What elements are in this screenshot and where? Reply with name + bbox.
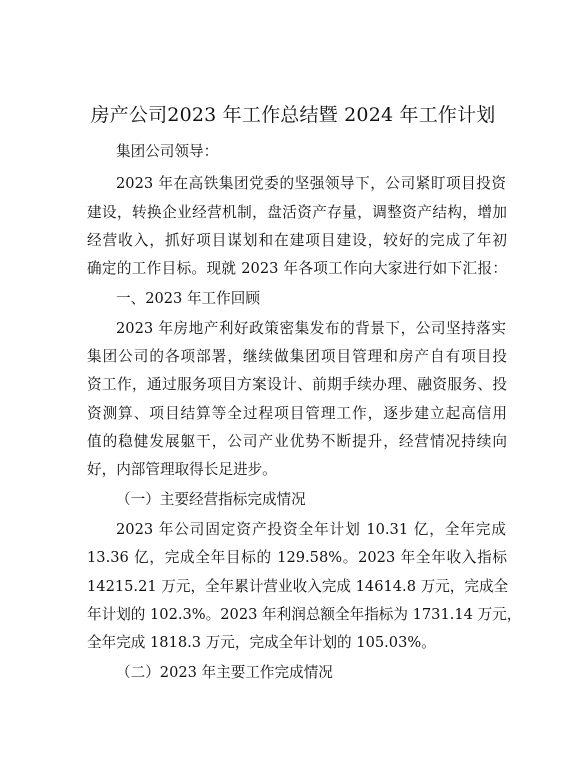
subsection-heading-indicators: （一）主要经营指标完成情况 [116,491,306,508]
intro-line-1: 2023 年在高铁集团党委的坚强领导下，公司紧盯项目投资 [116,175,506,192]
salutation: 集团公司领导： [116,143,219,160]
review-line-6: 好，内部管理取得长足进步。 [87,461,277,478]
intro-line-3: 经营收入，抓好项目谋划和在建项目建设，较好的完成了年初 [87,232,507,249]
review-line-3: 资工作，通过服务项目方案设计、前期手续办理、融资服务、投 [87,376,507,393]
document-title: 房产公司2023 年工作总结暨 2024 年工作计划 [90,104,496,126]
intro-line-2: 建设，转换企业经营机制，盘活资产存量，调整资产结构，增加 [87,204,507,221]
section-heading-review: 一、2023 年工作回顾 [116,290,260,307]
intro-line-4: 确定的工作目标。现就 2023 年各项工作向大家进行如下汇报： [87,260,507,277]
review-line-1: 2023 年房地产利好政策密集发布的背景下，公司坚持落实 [116,320,506,337]
subsection-heading-work: （二）2023 年主要工作完成情况 [116,664,333,681]
indicators-line-5: 全年完成 1818.3 万元，完成全年计划的 105.03%。 [87,634,436,651]
review-line-4: 资测算、项目结算等全过程项目管理工作，逐步建立起高信用 [87,405,507,422]
indicators-line-1: 2023 年公司固定资产投资全年计划 10.31 亿，全年完成 [116,521,506,538]
review-line-5: 值的稳健发展躯干，公司产业优势不断提升，经营情况持续向 [87,433,507,450]
indicators-line-2: 13.36 亿，完成全年目标的 129.58%。2023 年全年收入指标 [87,549,507,566]
indicators-line-4: 年计划的 102.3%。2023 年利润总额全年指标为 1731.14 万元， [87,606,522,623]
indicators-line-3: 14215.21 万元，全年累计营业收入完成 14614.8 万元，完成全 [87,578,509,595]
review-line-2: 集团公司的各项部署，继续做集团项目管理和房产自有项目投 [87,348,507,365]
